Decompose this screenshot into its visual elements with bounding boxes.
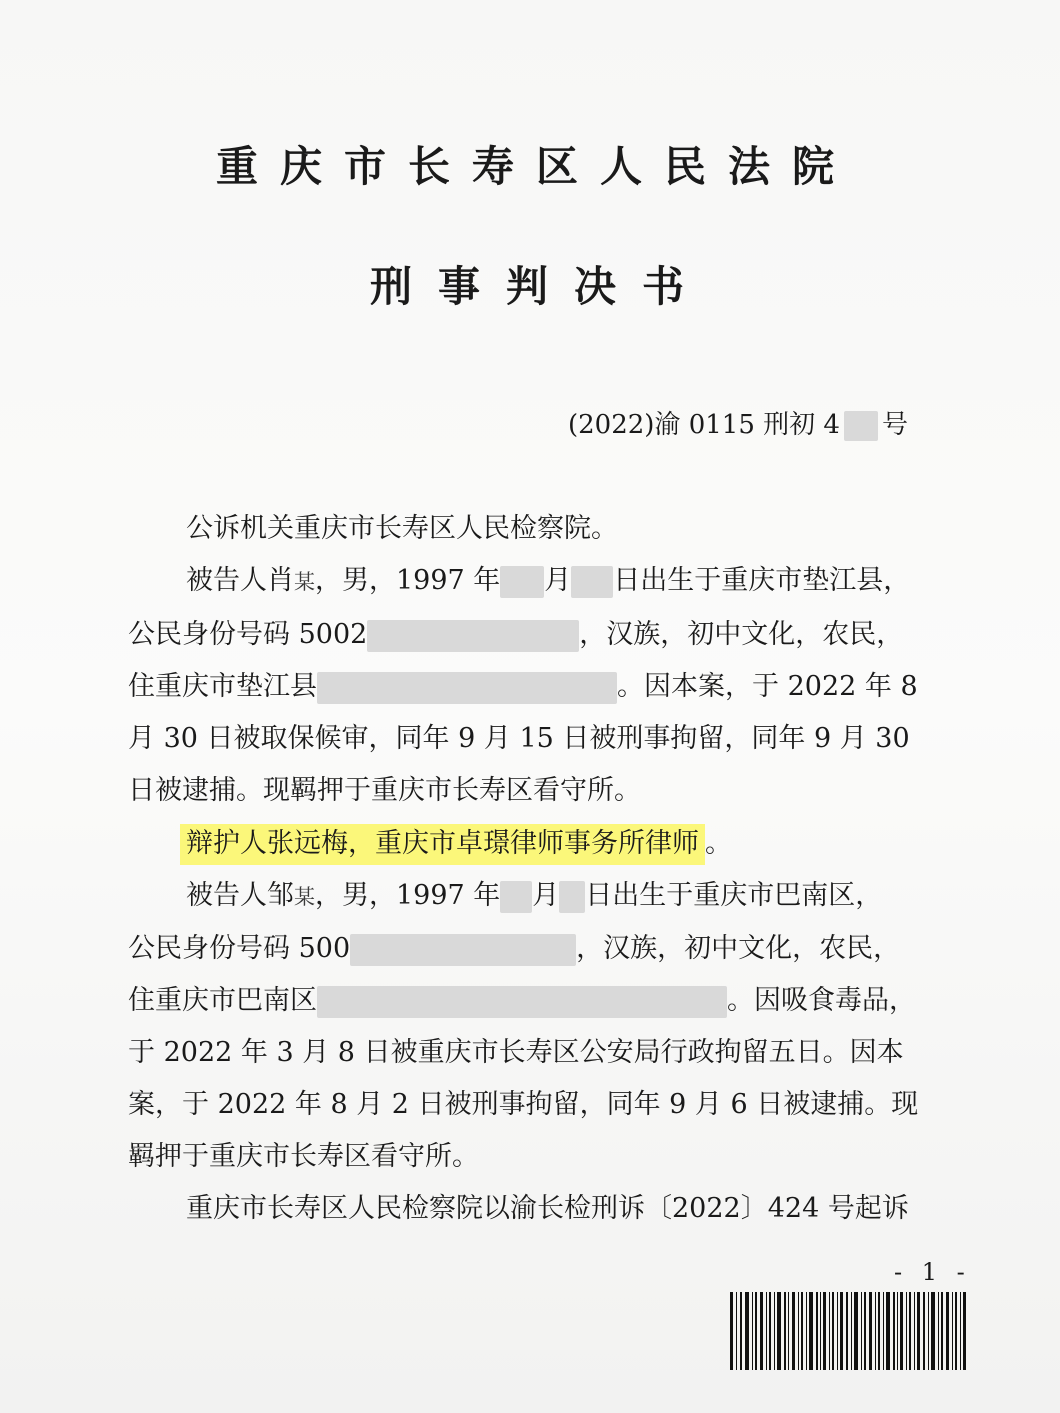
body-line: 羁押于重庆市长寿区看守所。 (128, 1141, 479, 1172)
indictment-line: 重庆市长寿区人民检察院以渝长检刑诉〔2022〕424 号起诉 (186, 1193, 909, 1224)
case-number-suffix: 号 (881, 410, 908, 440)
text-fragment: 。 (705, 828, 732, 859)
defendant2-address-line (128, 984, 916, 1018)
barcode-icon (730, 1292, 966, 1370)
text-fragment: 被告人肖 (186, 565, 294, 596)
text-fragment: 。因吸食毒品， (727, 985, 916, 1016)
redaction-block (350, 934, 576, 966)
text-fragment: ，汉族，初中文化，农民， (579, 619, 904, 650)
defendant1-id-line (128, 618, 903, 652)
text-fragment: ，汉族，初中文化，农民， (576, 933, 901, 964)
text-fragment: 住重庆市垫江县 (128, 671, 317, 702)
body-line: 于 2022 年 3 月 8 日被重庆市长寿区公安局行政拘留五日。因本 (128, 1037, 904, 1068)
case-number-prefix: (2022)渝 0115 刑初 4 (568, 410, 840, 440)
court-name-title: 重庆市长寿区人民法院 (215, 142, 856, 191)
text-fragment: ，男，1997 年 (315, 565, 501, 596)
redacted-name-mou: 某 (294, 570, 315, 594)
redaction-block (317, 986, 727, 1018)
defense-lawyer-line (186, 827, 732, 861)
defendant1-line (186, 564, 910, 599)
redaction-block (500, 566, 544, 598)
text-fragment: 日出生于重庆市垫江县， (613, 565, 911, 596)
text-fragment: ，男，1997 年 (315, 880, 501, 911)
redaction-block (559, 881, 585, 913)
text-fragment: 月 (544, 565, 572, 596)
defendant1-address-line (128, 670, 918, 704)
redaction-block (317, 672, 617, 704)
redaction-block (500, 881, 532, 913)
text-fragment: 日出生于重庆市巴南区， (585, 880, 883, 911)
text-fragment: 月 (532, 880, 560, 911)
text-fragment: 住重庆市巴南区 (128, 985, 317, 1016)
body-line: 月 30 日被取保候审，同年 9 月 15 日被刑事拘留，同年 9 月 30 (128, 723, 910, 754)
defendant2-line (186, 879, 882, 914)
redaction-block (571, 566, 613, 598)
text-fragment: 。因本案，于 2022 年 8 (617, 671, 918, 702)
document-type-title: 刑事判决书 (369, 262, 710, 311)
highlighted-text: 辩护人张远梅，重庆市卓璟律师事务所律师 (180, 824, 705, 865)
defendant2-id-line (128, 932, 900, 966)
redacted-name-mou: 某 (294, 885, 315, 909)
prosecutor-line: 公诉机关重庆市长寿区人民检察院。 (186, 513, 618, 544)
page-number: - 1 - (894, 1258, 971, 1286)
text-fragment: 公民身份号码 5002 (128, 619, 368, 650)
case-number (568, 404, 908, 441)
redaction-block (367, 620, 579, 652)
text-fragment: 被告人邹 (186, 880, 294, 911)
body-line: 案，于 2022 年 8 月 2 日被刑事拘留，同年 9 月 6 日被逮捕。现 (128, 1089, 919, 1120)
text-fragment: 公民身份号码 500 (128, 933, 351, 964)
redaction-block (844, 411, 878, 441)
body-line: 日被逮捕。现羁押于重庆市长寿区看守所。 (128, 775, 641, 806)
